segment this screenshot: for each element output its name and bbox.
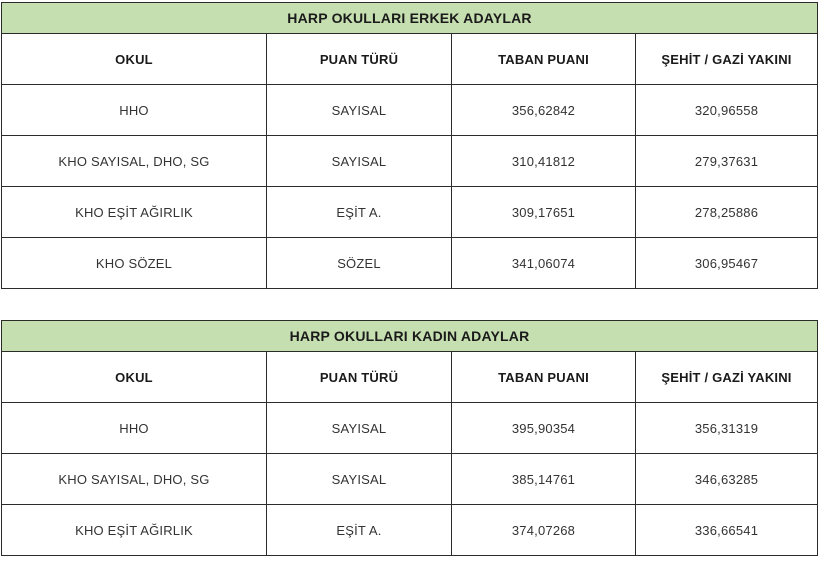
cell-taban-puani: 309,17651 (452, 187, 636, 238)
cell-puan-turu: EŞİT A. (267, 187, 452, 238)
cell-okul: HHO (2, 85, 267, 136)
table-row (2, 454, 818, 505)
cell-sehit-gazi-yakini: 336,66541 (636, 505, 818, 556)
table-row (2, 238, 818, 289)
cell-puan-turu: SAYISAL (267, 454, 452, 505)
cell-puan-turu: SÖZEL (267, 238, 452, 289)
table-row (2, 136, 818, 187)
cell-sehit-gazi-yakini: 356,31319 (636, 403, 818, 454)
cell-taban-puani: 385,14761 (452, 454, 636, 505)
cell-sehit-gazi-yakini: 320,96558 (636, 85, 818, 136)
cell-taban-puani: 356,62842 (452, 85, 636, 136)
cell-taban-puani: 310,41812 (452, 136, 636, 187)
column-header-taban-puani: TABAN PUANI (452, 352, 636, 403)
cell-sehit-gazi-yakini: 279,37631 (636, 136, 818, 187)
cell-puan-turu: SAYISAL (267, 136, 452, 187)
cell-okul: KHO SAYISAL, DHO, SG (2, 136, 267, 187)
cell-puan-turu: SAYISAL (267, 403, 452, 454)
column-header-sehit-gazi-yakini: ŞEHİT / GAZİ YAKINI (636, 352, 818, 403)
column-header-puan-turu: PUAN TÜRÜ (267, 352, 452, 403)
table-row (2, 505, 818, 556)
cell-taban-puani: 374,07268 (452, 505, 636, 556)
table-row (2, 85, 818, 136)
table-row (2, 403, 818, 454)
column-header-okul: OKUL (2, 34, 267, 85)
cell-puan-turu: SAYISAL (267, 85, 452, 136)
cell-okul: KHO SÖZEL (2, 238, 267, 289)
column-header-taban-puani: TABAN PUANI (452, 34, 636, 85)
female-candidates-table (1, 320, 818, 556)
table-title: HARP OKULLARI ERKEK ADAYLAR (2, 3, 818, 34)
table-title-row (2, 321, 818, 352)
column-header-puan-turu: PUAN TÜRÜ (267, 34, 452, 85)
cell-okul: KHO EŞİT AĞIRLIK (2, 187, 267, 238)
column-header-okul: OKUL (2, 352, 267, 403)
table-header-row (2, 34, 818, 85)
cell-okul: HHO (2, 403, 267, 454)
cell-sehit-gazi-yakini: 278,25886 (636, 187, 818, 238)
male-candidates-table (1, 2, 818, 289)
table-title-row (2, 3, 818, 34)
cell-taban-puani: 395,90354 (452, 403, 636, 454)
cell-okul: KHO SAYISAL, DHO, SG (2, 454, 267, 505)
table-row (2, 187, 818, 238)
cell-puan-turu: EŞİT A. (267, 505, 452, 556)
table-header-row (2, 352, 818, 403)
cell-taban-puani: 341,06074 (452, 238, 636, 289)
cell-sehit-gazi-yakini: 346,63285 (636, 454, 818, 505)
cell-okul: KHO EŞİT AĞIRLIK (2, 505, 267, 556)
table-title: HARP OKULLARI KADIN ADAYLAR (2, 321, 818, 352)
cell-sehit-gazi-yakini: 306,95467 (636, 238, 818, 289)
column-header-sehit-gazi-yakini: ŞEHİT / GAZİ YAKINI (636, 34, 818, 85)
